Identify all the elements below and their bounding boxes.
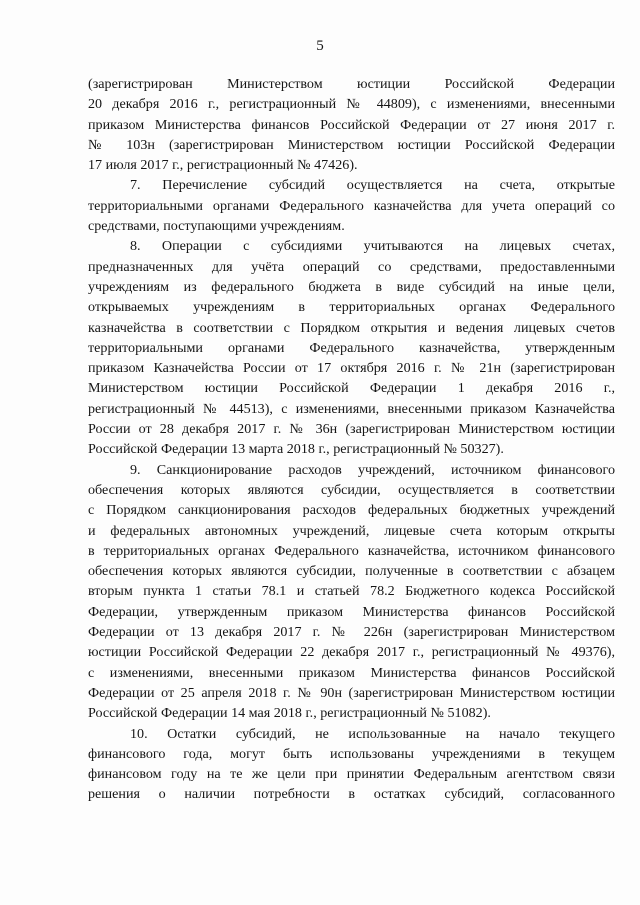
text-line: России от 28 декабря 2017 г. № 36н (зарегистрирован Министерством юстиции [88, 421, 615, 438]
text-line: Российской Федерации 14 мая 2018 г., регистрационный № 51082). [88, 705, 491, 722]
text-line: регистрационный № 44513), с изменениями, внесенными приказом Казначейства [88, 400, 615, 417]
text-line: решения о наличии потребности в остатках субсидий, согласованного [88, 786, 615, 803]
text-line: 10. Остатки субсидий, не использованные на начало текущего [130, 725, 615, 742]
page-number: 5 [316, 38, 324, 54]
text-line: Федерации, утвержденным приказом Министерства финансов Российской [88, 603, 615, 620]
text-line: с Порядком санкционирования расходов федеральных бюджетных учреждений [88, 502, 615, 519]
text-line: № 103н (зарегистрирован Министерством юстиции Российской Федерации [88, 136, 615, 153]
text-line: территориальными органами Федерального казначейства для учета операций со [88, 197, 615, 214]
text-line: обеспечения которых являются субсидии, осуществляется в соответствии [88, 481, 615, 498]
text-line: вторым пункта 1 статьи 78.1 и статьей 78.2 Бюджетного кодекса Российской [88, 583, 615, 600]
text-line: 20 декабря 2016 г., регистрационный № 44809), с изменениями, внесенными [88, 96, 615, 113]
text-line: Министерством юстиции Российской Федерации 1 декабря 2016 г., [88, 380, 615, 397]
text-line: 9. Санкционирование расходов учреждений, источником финансового [130, 461, 615, 478]
text-line: (зарегистрирован Министерством юстиции Российской Федерации [88, 76, 615, 92]
text-line: в территориальных органах Федерального казначейства, источником финансового [88, 542, 615, 559]
text-line: обеспечения которых являются субсидии, полученные в соответствии с абзацем [88, 563, 615, 580]
text-line: Федерации от 13 декабря 2017 г. № 226н (зарегистрирован Министерством [88, 624, 615, 641]
text-line: Федерации от 25 апреля 2018 г. № 90н (зарегистрирован Министерством юстиции [88, 684, 615, 701]
text-line: 8. Операции с субсидиями учитываются на лицевых счетах, [130, 238, 615, 255]
text-line: предназначенных для учёта операций со средствами, предоставленными [88, 258, 615, 275]
text-line: территориальными органами Федерального казначейства, утвержденным [88, 339, 615, 356]
text-line: казначейства в соответствии с Порядком открытия и ведения лицевых счетов [88, 319, 615, 336]
text-line: финансовом году на те же цели при принятии Федеральным агентством связи [88, 766, 615, 783]
text-line: юстиции Российской Федерации 22 декабря 2017 г., регистрационный № 49376), [88, 644, 615, 661]
text-line: приказом Министерства финансов Российской Федерации от 27 июня 2017 г. [88, 116, 615, 133]
text-line: приказом Казначейства России от 17 октября 2016 г. № 21н (зарегистрирован [88, 360, 615, 377]
text-line: учреждениям из федерального бюджета в виде субсидий на иные цели, [88, 278, 615, 295]
text-line: 7. Перечисление субсидий осуществляется на счета, открытые [130, 177, 615, 194]
text-line: 17 июля 2017 г., регистрационный № 47426). [88, 157, 358, 174]
text-line: открываемых учреждениям в территориальных органах Федерального [88, 299, 615, 316]
text-line: Российской Федерации 13 марта 2018 г., регистрационный № 50327). [88, 441, 504, 458]
text-line: финансового года, могут быть использованы учреждениями в текущем [88, 745, 615, 762]
document-body [88, 74, 615, 805]
text-line: и федеральных автономных учреждений, лицевые счета которым открыты [88, 522, 615, 539]
text-line: с изменениями, внесенными приказом Министерства финансов Российской [88, 664, 615, 681]
text-line: средствами, поступающими учреждениям. [88, 218, 345, 235]
